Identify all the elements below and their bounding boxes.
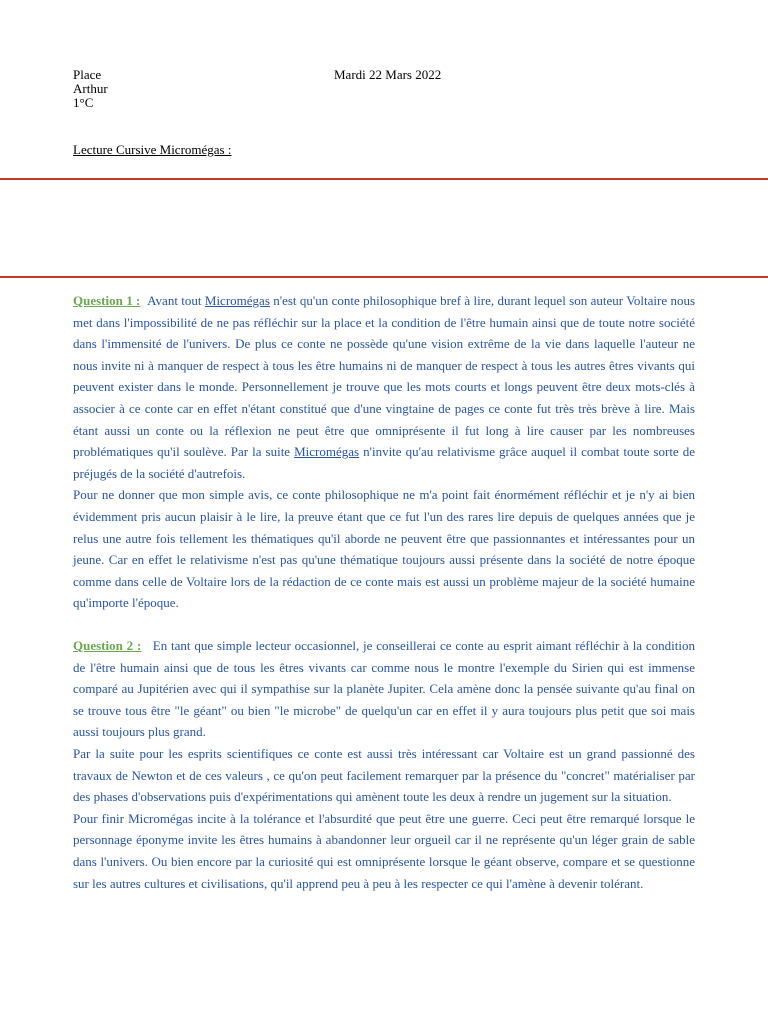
header-line-class: 1°C — [73, 95, 94, 110]
micromegas-link-2[interactable]: Micromégas — [294, 444, 360, 460]
question-1-paragraph-1 — [73, 290, 695, 484]
question-2-text: En tant que simple lecteur occasionnel, je conseillerai ce conte au esprit aimant réfléchir à la condition de l'être humain ainsi que de tous les êtres vivants car comme nous le montre l'exemple du Sirien qui est immense comparé au Jupitérien avec qui il sympathise sur la planète Jupiter. Cela amène donc la pensée suivante qu'au final on se trouve tous être "le géant" ou bien "le microbe" de quelqu'un car en effet il y aura toujours plus petit que soi mais aussi toujours plus grand. — [73, 638, 696, 740]
question-1-text-b: n'est qu'un conte philosophique bref à lire, durant lequel son auteur Voltaire nous met dans l'impossibilité de ne pas réfléchir sur la place et la condition de l'être humain ainsi que de toute notre société dans l'immensité de l'univers. De plus ce conte ne possède qu'une vision extrême de la vie dans laquelle l'auteur ne nous invite ni à manquer de respect à tous les être humains ni de manquer de respect à tous les autres êtres vivants qui peuvent exister dans le monde. Personnellement je trouve que les mots courts et longs peuvent être deux mots-clés à associer à ce conte car en effet n'étant constitué que d'une vingtaine de pages ce conte fut très très brève à lire. Mais étant aussi un conte ou la réflexion ne peut être que omniprésente il fut long à lire causer par les nombreuses problématiques qu'il soulève. Par la suite — [73, 293, 696, 460]
header-line-name: Place — [73, 67, 102, 82]
question-2-paragraph-2: Par la suite pour les esprits scientifiques ce conte est aussi très intéressant car Voltaire est un grand passionné des travaux de Newton et de ces valeurs , ce qu'on peut facilement remarquer par la présence du "concret" matérialiser par des phases d'observations puis d'expérimentations qui amènent toute les deux à rendre un jugement sur la situation. — [73, 745, 695, 805]
question-2-label: Question 2 : — [73, 638, 142, 653]
document-title: Lecture Cursive Micromégas : — [73, 142, 232, 157]
micromegas-link[interactable]: Micromégas — [204, 293, 270, 308]
question-2-section — [73, 635, 695, 894]
question-1-text-c: n'invite qu'au relativisme grâce auquel il combat toute sorte de préjugés de la société d'autrefois. — [73, 444, 695, 481]
question-1-paragraph-2: Pour ne donner que mon simple avis, ce conte philosophique ne m'a point fait énormément réfléchir et je n'y ai bien évidemment pris aucun plaisir à le lire, la preuve étant que ce fut l'un des rares lire depuis de quelques années que je relus une autre fois tellement les thématiques qu'il aborde ne peuvent être que passionnantes et intéressantes pour un jeune. Car en effet le relativisme n'est pas qu'une thématique toujours aussi présente dans la société de notre époque comme dans celle de Voltaire lors de la rédaction de ce conte mais est aussi un problème majeur de la société humaine qu'importe l'époque. — [73, 487, 695, 611]
header-line-firstname: Arthur — [73, 81, 108, 96]
header-name-block — [73, 68, 108, 110]
question-2-paragraph-1 — [73, 635, 695, 743]
question-1-section — [73, 290, 695, 614]
question-1-text-a: Avant tout — [140, 293, 205, 308]
divider-top — [0, 178, 768, 180]
header-date: Mardi 22 Mars 2022 — [334, 67, 442, 82]
question-1-label: Question 1 : — [73, 293, 141, 308]
question-2-paragraph-3: Pour finir Micromégas incite à la tolérance et l'absurdité que peut être une guerre. Ceci peut être remarqué lorsque le personnage éponyme invite les êtres humains à abandonner leur orgueil car il ne représente qu'un léger grain de sable dans l'univers. Ou bien encore par la curiosité qui est omniprésente lorsque le géant observe, compare et se questionne sur les autres cultures et civilisations, qu'il apprend peu à peu à les respecter ce qui l'amène à devenir tolérant. — [73, 810, 695, 891]
divider-bottom — [0, 276, 768, 278]
